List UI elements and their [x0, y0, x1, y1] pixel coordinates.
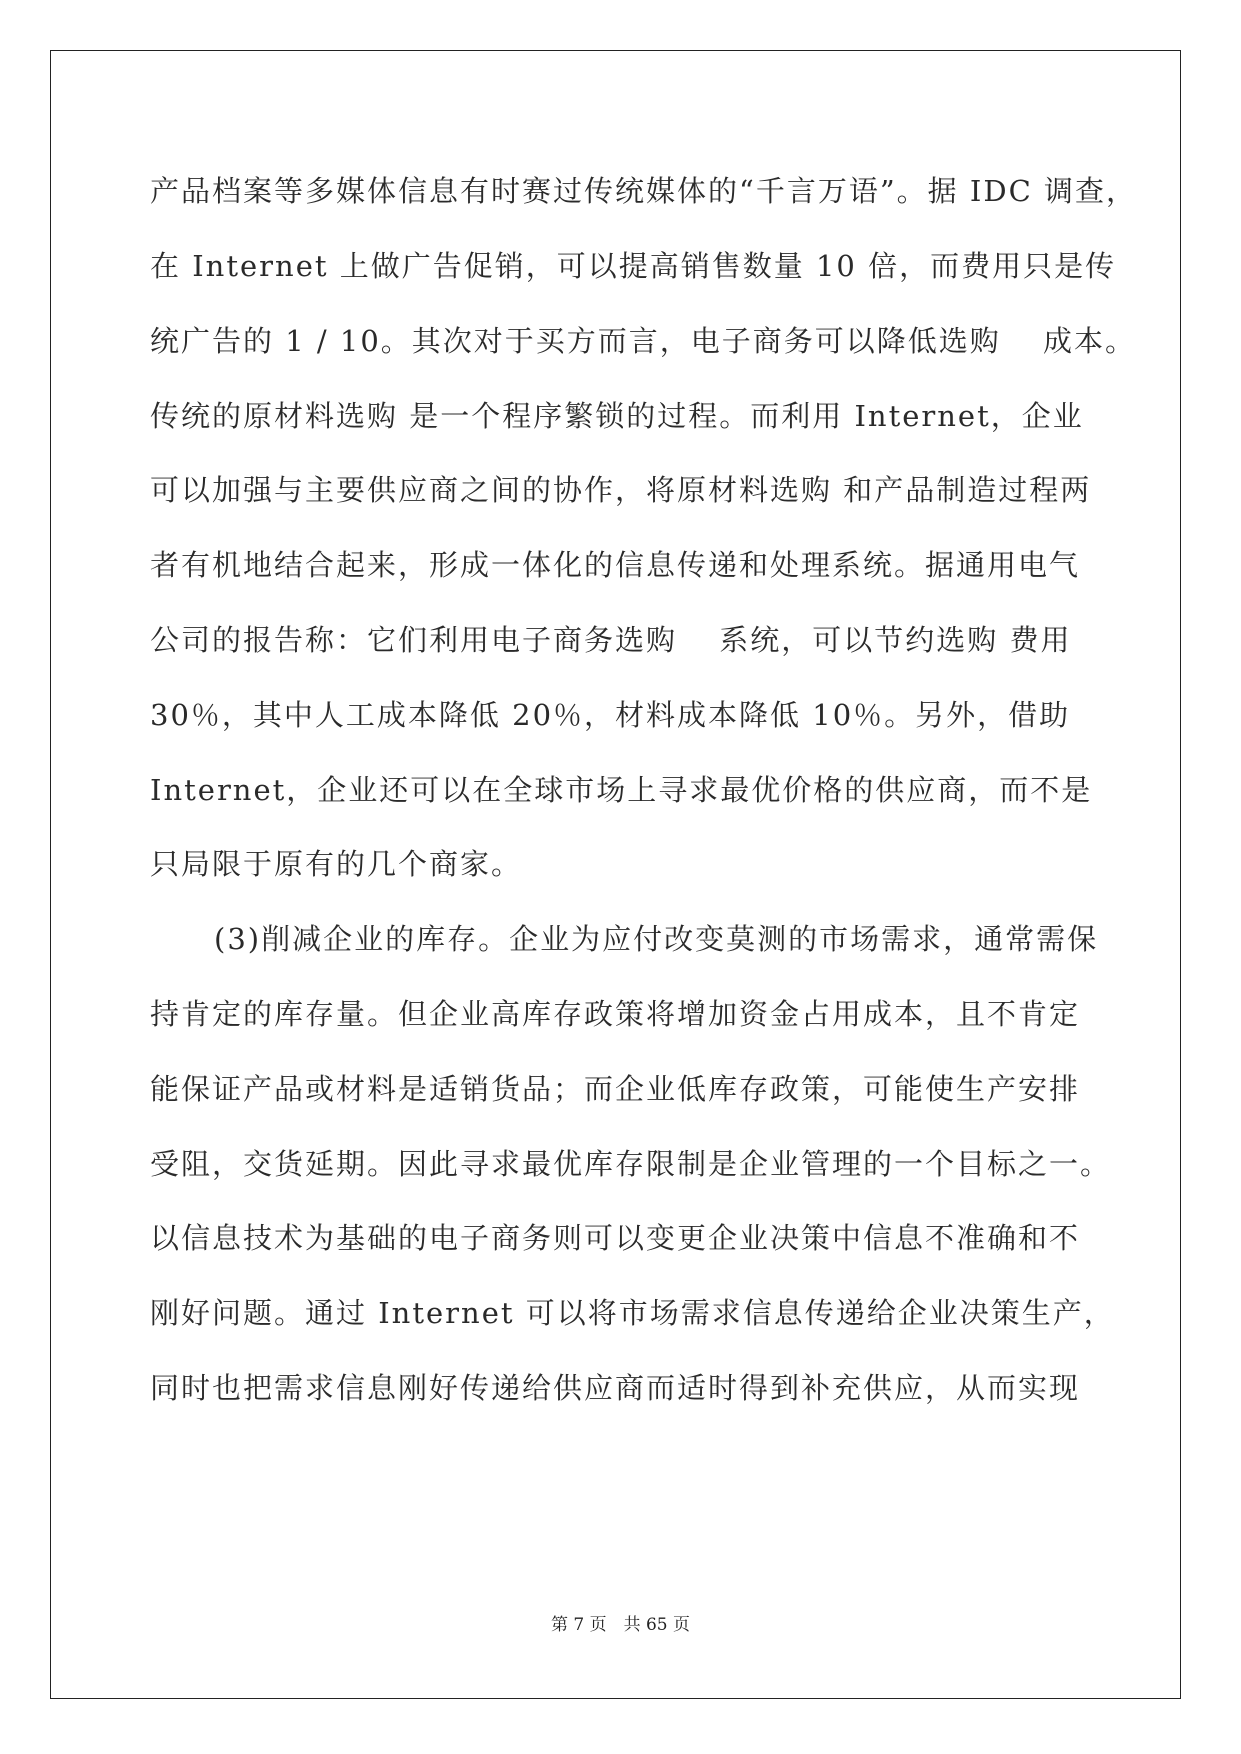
text-line: 能保证产品或材料是适销货品；而企业低库存政策，可能使生产安排: [150, 1072, 1081, 1106]
text-line: 在 Internet 上做广告促销，可以提高销售数量 10 倍，而费用只是传: [150, 249, 1117, 283]
text-line: 传统的原材料选购 是一个程序繁锁的过程。而利用 Internet，企业: [150, 399, 1084, 433]
text-line: 可以加强与主要供应商之间的协作，将原材料选购 和产品制造过程两: [150, 473, 1092, 507]
page-number: 第 7 页 共 65 页: [550, 1615, 691, 1635]
text-line: 公司的报告称：它们利用电子商务选购 系统，可以节约选购 费用: [150, 623, 1072, 657]
text-line: 刚好问题。通过 Internet 可以将市场需求信息传递给企业决策生产，: [150, 1296, 1115, 1330]
text-line: 只局限于原有的几个商家。: [150, 847, 523, 881]
text-line: 统广告的 1 / 10。其次对于买方而言，电子商务可以降低选购 成本。: [150, 324, 1136, 358]
text-line: 产品档案等多媒体信息有时赛过传统媒体的“千言万语”。据 IDC 调查，: [150, 174, 1137, 208]
text-line: 30％，其中人工成本降低 20％，材料成本降低 10％。另外，借助: [150, 698, 1071, 732]
page-footer: [0, 1610, 1241, 1635]
text-line: 持肯定的库存量。但企业高库存政策将增加资金占用成本，且不肯定: [150, 997, 1081, 1031]
text-line: Internet，企业还可以在全球市场上寻求最优价格的供应商，而不是: [150, 773, 1093, 807]
text-line: 者有机地结合起来，形成一体化的信息传递和处理系统。据通用电气: [150, 548, 1081, 582]
paragraph-start-line: (3)削减企业的库存。企业为应付改变莫测的市场需求，通常需保: [214, 922, 1099, 956]
text-line: 以信息技术为基础的电子商务则可以变更企业决策中信息不准确和不: [150, 1221, 1081, 1255]
text-line: 同时也把需求信息刚好传递给供应商而适时得到补充供应，从而实现: [150, 1371, 1081, 1405]
text-line: 受阻，交货延期。因此寻求最优库存限制是企业管理的一个目标之一。: [150, 1147, 1112, 1181]
